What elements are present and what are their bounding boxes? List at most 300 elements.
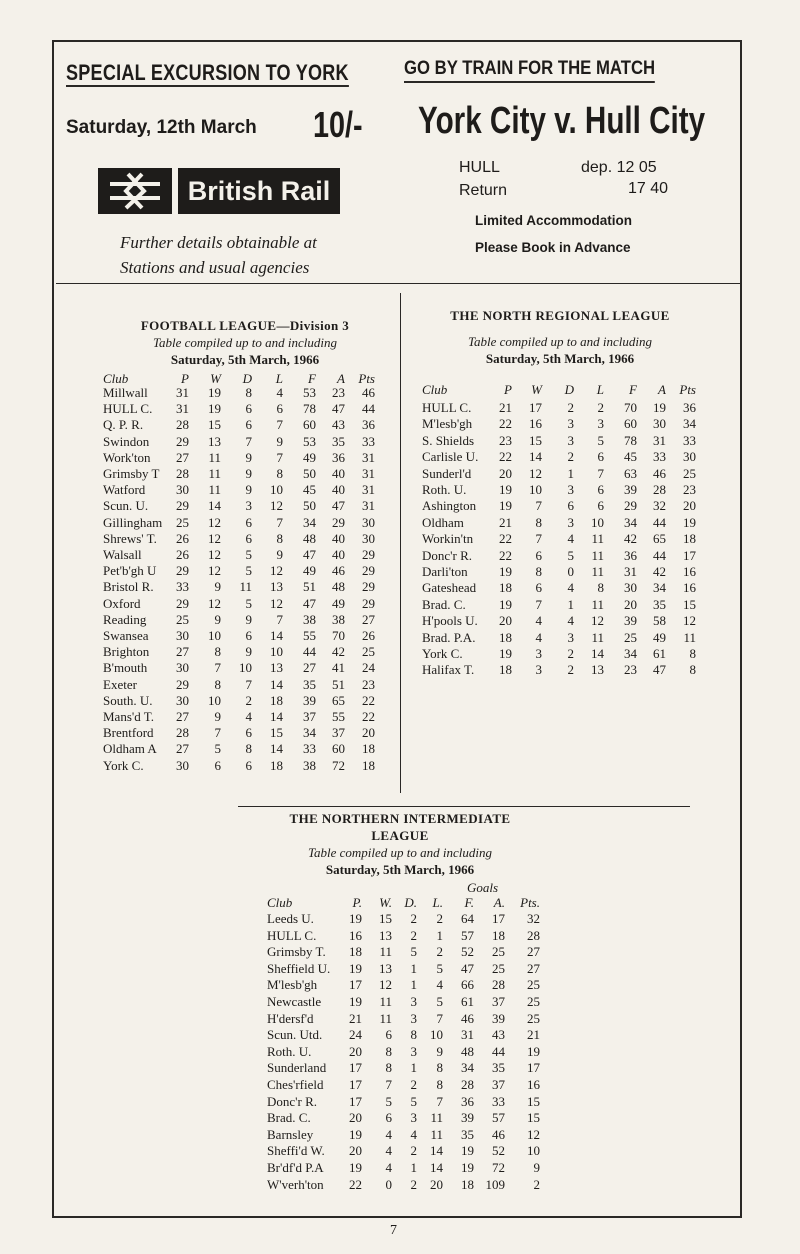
intermediate-title-line2: LEAGUE [371,828,429,843]
cell-club: Swindon [103,433,150,449]
cell-won: 11 [208,466,221,481]
cell-lost: 8 [276,466,283,481]
cell-played: 22 [499,449,512,465]
cell-won: 19 [208,401,221,417]
cell-played: 21 [499,400,512,415]
cell-played: 28 [176,417,189,433]
cell-drawn: 3 [410,1010,417,1026]
cell-points: 30 [362,514,375,530]
cell-drawn: 0 [567,564,574,579]
cell-won: 4 [535,629,542,645]
booking-note: Please Book in Advance [475,240,631,255]
goals-label: Goals [467,880,499,895]
cell-won: 15 [529,432,542,448]
cell-for: 60 [303,417,316,433]
cell-for: 36 [461,1093,474,1109]
column-header-lost: L [596,382,604,397]
cell-played: 19 [499,482,512,497]
cell-against: 65 [653,531,666,547]
cell-drawn: 9 [245,466,252,481]
cell-for: 31 [461,1027,474,1043]
cell-lost: 14 [270,676,283,692]
cell-won: 19 [208,385,221,400]
cell-played: 17 [349,1093,362,1109]
cell-against: 17 [492,911,505,926]
cell-against: 70 [332,628,345,643]
cell-club: Gateshead [422,580,477,596]
cell-played: 29 [176,676,189,692]
cell-lost: 9 [436,1043,443,1059]
cell-club: S. Shields [422,432,475,448]
cell-points: 16 [683,564,696,579]
cell-against: 39 [492,1010,505,1026]
intermediate-header [240,810,560,878]
cell-against: 19 [653,400,666,415]
cell-lost: 10 [270,482,283,498]
cell-for: 39 [303,692,316,708]
cell-club: Walsall [103,547,142,562]
cell-for: 51 [303,579,316,595]
cell-drawn: 2 [567,646,574,661]
cell-club: M'lesb'gh [267,977,318,993]
cell-won: 4 [535,613,542,629]
cell-points: 29 [362,579,375,595]
cell-drawn: 3 [410,1110,417,1126]
cell-against: 35 [653,596,666,612]
cell-for: 49 [303,449,316,465]
cell-points: 31 [362,466,375,481]
cell-drawn: 6 [245,530,252,546]
cell-played: 25 [176,611,189,627]
cell-against: 42 [332,644,345,660]
cell-won: 16 [529,416,542,432]
cell-lost: 8 [597,580,604,596]
cell-club: Work'ton [103,449,151,465]
cell-lost: 5 [436,960,443,976]
cell-won: 15 [208,417,221,433]
cell-points: 29 [362,563,375,579]
column-header-for: F [629,382,637,397]
cell-club: B'mouth [103,660,148,676]
cell-lost: 4 [276,385,283,400]
cell-club: Roth. U. [267,1043,312,1059]
cell-for: 20 [624,596,637,612]
cell-won: 7 [214,660,221,676]
division3-subtitle: Table compiled up to and including [152,335,338,350]
cell-club: South. U. [103,692,153,708]
cell-won: 12 [529,465,542,481]
cell-lost: 14 [430,1160,443,1175]
cell-for: 44 [303,644,316,660]
cell-club: Oldham A [103,741,157,757]
cell-won: 7 [535,531,542,547]
column-header-against: A. [493,895,505,910]
cell-lost: 18 [270,757,283,773]
cell-for: 38 [303,757,316,773]
cell-won: 6 [385,1027,392,1043]
cell-played: 24 [349,1027,362,1043]
cell-won: 7 [535,498,542,514]
cell-lost: 3 [597,416,604,432]
cell-against: 57 [492,1110,505,1126]
cell-played: 21 [499,514,512,530]
cell-club: Leeds U. [267,911,314,926]
cell-lost: 14 [270,628,283,643]
cell-club: Brad. C. [267,1110,311,1126]
cell-won: 6 [535,580,542,596]
cell-drawn: 1 [567,465,574,481]
cell-for: 39 [624,482,637,497]
column-header-drawn: D [242,371,252,386]
cell-played: 19 [499,646,512,661]
cell-drawn: 2 [410,911,417,926]
cell-club: Grimsby T. [267,944,326,960]
cell-against: 33 [492,1093,505,1109]
cell-club: Exeter [103,676,137,692]
cell-drawn: 9 [245,644,252,660]
cell-played: 29 [176,563,189,579]
cell-points: 25 [362,644,375,660]
cell-points: 8 [689,662,696,678]
cell-points: 27 [362,611,375,627]
cell-drawn: 7 [245,676,252,692]
cell-points: 10 [527,1143,540,1159]
intermediate-date: Saturday, 5th March, 1966 [325,862,475,877]
cell-for: 60 [624,416,637,432]
cell-for: 28 [461,1077,474,1092]
cell-club: Mans'd T. [103,709,154,724]
cell-won: 11 [379,994,392,1009]
cell-club: H'dersf'd [267,1010,314,1026]
cell-won: 3 [535,646,542,661]
cell-against: 46 [332,563,345,579]
cell-points: 30 [683,449,696,465]
column-header-drawn: D. [404,895,417,910]
cell-won: 10 [529,482,542,497]
cell-for: 27 [303,660,316,676]
cell-points: 25 [683,465,696,481]
cell-points: 9 [533,1160,540,1175]
cell-for: 34 [461,1060,474,1076]
cell-played: 19 [349,994,362,1009]
cell-won: 11 [208,449,221,465]
cell-lost: 6 [276,401,283,417]
cell-against: 46 [492,1126,505,1142]
cell-drawn: 9 [245,449,252,465]
cell-won: 8 [214,644,221,660]
cell-against: 25 [492,944,505,960]
cell-points: 27 [527,944,540,960]
cell-played: 30 [176,660,189,676]
cell-for: 34 [624,514,637,530]
cell-drawn: 11 [239,579,252,595]
cell-against: 65 [332,692,345,708]
details-line: Further details obtainable at [120,233,317,252]
cell-won: 14 [529,449,542,465]
accommodation-note: Limited Accommodation [475,213,633,228]
cell-won: 8 [535,564,542,579]
cell-club: Watford [103,482,146,498]
cell-points: 32 [527,911,540,926]
cell-for: 39 [461,1110,474,1126]
cell-club: H'pools U. [422,613,478,629]
advert-divider [56,283,740,284]
cell-drawn: 2 [567,662,574,678]
cell-won: 7 [385,1077,392,1092]
departure-time: dep. 12 05 [581,159,657,176]
cell-lost: 14 [591,646,604,661]
cell-drawn: 8 [410,1027,417,1043]
cell-points: 20 [683,498,696,514]
cell-points: 11 [683,629,696,645]
cell-club: M'lesb'gh [422,416,473,432]
cell-club: Q. P. R. [103,417,144,433]
cell-won: 13 [379,960,392,976]
cell-against: 37 [332,725,345,741]
cell-against: 72 [332,757,345,773]
cell-club: Brighton [103,644,150,660]
cell-against: 28 [492,977,505,993]
cell-played: 29 [176,498,189,514]
column-header-club: Club [103,371,129,386]
section-divider [238,806,690,807]
cell-against: 49 [653,629,666,645]
cell-lost: 12 [270,563,283,579]
cell-drawn: 1 [410,1060,417,1076]
cell-lost: 10 [270,644,283,660]
cell-played: 19 [499,596,512,612]
cell-won: 12 [208,563,221,579]
cell-won: 5 [385,1093,392,1109]
cell-points: 19 [527,1043,540,1059]
cell-lost: 13 [270,660,283,676]
cell-points: 44 [362,401,375,417]
cell-for: 45 [303,482,316,498]
cell-drawn: 6 [245,401,252,417]
cell-lost: 2 [436,944,443,960]
north-regional-title: THE NORTH REGIONAL LEAGUE [450,308,670,323]
cell-won: 9 [214,709,221,724]
cell-points: 31 [362,482,375,498]
cell-played: 18 [499,629,512,645]
cell-points: 25 [527,1010,540,1026]
cell-lost: 12 [270,498,283,514]
cell-for: 46 [461,1010,474,1026]
cell-played: 18 [499,580,512,596]
cell-lost: 13 [591,662,604,678]
cell-lost: 2 [436,911,443,926]
cell-drawn: 2 [410,1143,417,1159]
cell-against: 28 [653,482,666,497]
excursion-title: SPECIAL EXCURSION TO YORK [66,60,349,85]
cell-against: 30 [653,416,666,432]
cell-drawn: 8 [245,741,252,757]
column-header-lost: L. [432,895,443,910]
cell-played: 16 [349,927,362,943]
cell-club: Gillingham [103,514,163,530]
cell-for: 48 [461,1043,474,1059]
cell-club: Darli'ton [422,564,468,579]
cell-club: Shrews' T. [103,530,157,546]
cell-drawn: 2 [410,1077,417,1092]
cell-for: 33 [303,741,316,757]
cell-against: 43 [332,417,345,433]
cell-against: 55 [332,709,345,724]
cell-club: Donc'r R. [422,547,473,563]
cell-won: 7 [214,725,221,741]
cell-drawn: 1 [410,977,417,993]
cell-for: 39 [624,613,637,629]
cell-against: 49 [332,595,345,611]
cell-for: 57 [461,927,474,943]
cell-played: 20 [499,465,512,481]
cell-for: 50 [303,466,316,481]
cell-drawn: 3 [410,994,417,1009]
cell-against: 46 [653,465,666,481]
page-number: 7 [390,1223,397,1238]
cell-points: 21 [527,1027,540,1043]
cell-against: 40 [332,466,345,481]
cell-club: Roth. U. [422,482,467,497]
cell-played: 25 [176,514,189,530]
cell-for: 63 [624,465,637,481]
division3-title: FOOTBALL LEAGUE—Division 3 [140,318,350,333]
cell-lost: 7 [597,465,604,481]
cell-against: 51 [332,676,345,692]
cell-points: 8 [689,646,696,661]
cell-played: 19 [349,1160,362,1175]
cell-drawn: 8 [245,385,252,400]
cell-won: 9 [214,579,221,595]
division3-header [80,317,410,368]
cell-points: 16 [527,1077,540,1092]
cell-played: 28 [176,725,189,741]
cell-points: 25 [527,977,540,993]
cell-for: 34 [303,514,316,530]
cell-drawn: 2 [567,449,574,465]
cell-lost: 7 [436,1093,443,1109]
cell-played: 23 [499,432,512,448]
cell-against: 37 [492,1077,505,1092]
cell-lost: 11 [430,1126,443,1142]
cell-against: 36 [332,449,345,465]
column-header-won: W. [379,895,392,910]
cell-points: 31 [362,449,375,465]
cell-for: 23 [624,662,637,678]
column-header-points: Pts. [520,895,540,910]
excursion-price: 10/- [313,104,363,145]
cell-played: 19 [349,911,362,926]
cell-against: 40 [332,530,345,546]
cell-lost: 1 [436,927,443,943]
cell-against: 32 [653,498,666,514]
cell-club: Ashington [422,498,477,514]
cell-for: 35 [303,676,316,692]
cell-drawn: 7 [245,433,252,449]
cell-against: 72 [492,1160,505,1175]
cell-against: 35 [332,433,345,449]
cell-won: 11 [208,482,221,498]
cell-club: Scun. Utd. [267,1027,323,1043]
cell-lost: 4 [436,977,443,993]
cell-lost: 6 [597,449,604,465]
cell-club: Sheffield U. [267,960,331,976]
cell-club: Brentford [103,725,154,741]
cell-for: 38 [303,611,316,627]
cell-lost: 6 [597,482,604,497]
cell-for: 49 [303,563,316,579]
column-header-drawn: D [564,382,574,397]
cell-won: 15 [379,911,392,926]
cell-played: 18 [349,944,362,960]
cell-drawn: 1 [567,596,574,612]
cell-points: 17 [527,1060,540,1076]
train-slogan: GO BY TRAIN FOR THE MATCH [404,58,655,83]
cell-points: 28 [527,927,540,943]
cell-for: 78 [624,432,637,448]
cell-points: 18 [362,757,375,773]
cell-lost: 9 [276,547,283,562]
cell-against: 33 [653,449,666,465]
cell-won: 12 [208,595,221,611]
cell-drawn: 3 [567,514,574,530]
cell-points: 33 [683,432,696,448]
cell-won: 8 [214,676,221,692]
cell-lost: 11 [591,547,604,563]
cell-for: 70 [624,400,637,415]
cell-for: 66 [461,977,474,993]
cell-won: 10 [208,628,221,643]
cell-against: 35 [492,1060,505,1076]
cell-club: Halifax T. [422,662,475,678]
cell-points: 2 [533,1176,540,1192]
cell-won: 4 [385,1143,392,1159]
cell-lost: 12 [591,613,604,629]
cell-lost: 13 [270,579,283,595]
cell-drawn: 4 [567,580,574,596]
cell-played: 30 [176,692,189,708]
cell-drawn: 9 [245,482,252,498]
british-rail-logo-icon [98,168,172,214]
cell-played: 19 [349,960,362,976]
cell-for: 61 [461,994,474,1009]
cell-won: 17 [529,400,542,415]
cell-against: 38 [332,611,345,627]
cell-played: 22 [499,531,512,547]
cell-played: 28 [176,466,189,481]
cell-against: 47 [332,498,345,514]
cell-for: 25 [624,629,637,645]
cell-points: 30 [362,530,375,546]
cell-played: 31 [176,401,189,417]
cell-club: Millwall [103,385,148,400]
cell-drawn: 5 [245,547,252,562]
cell-played: 17 [349,1077,362,1092]
cell-against: 43 [492,1027,505,1043]
cell-won: 10 [208,692,221,708]
cell-lost: 20 [430,1176,443,1192]
cell-won: 13 [208,433,221,449]
cell-drawn: 3 [567,629,574,645]
match-title: York City v. Hull City [418,100,706,142]
cell-club: Workin'tn [422,531,474,547]
cell-drawn: 5 [245,563,252,579]
cell-club: Donc'r R. [267,1093,318,1109]
cell-points: 23 [683,482,696,497]
cell-points: 15 [527,1110,540,1126]
cell-drawn: 2 [410,1176,417,1192]
cell-drawn: 6 [245,628,252,643]
